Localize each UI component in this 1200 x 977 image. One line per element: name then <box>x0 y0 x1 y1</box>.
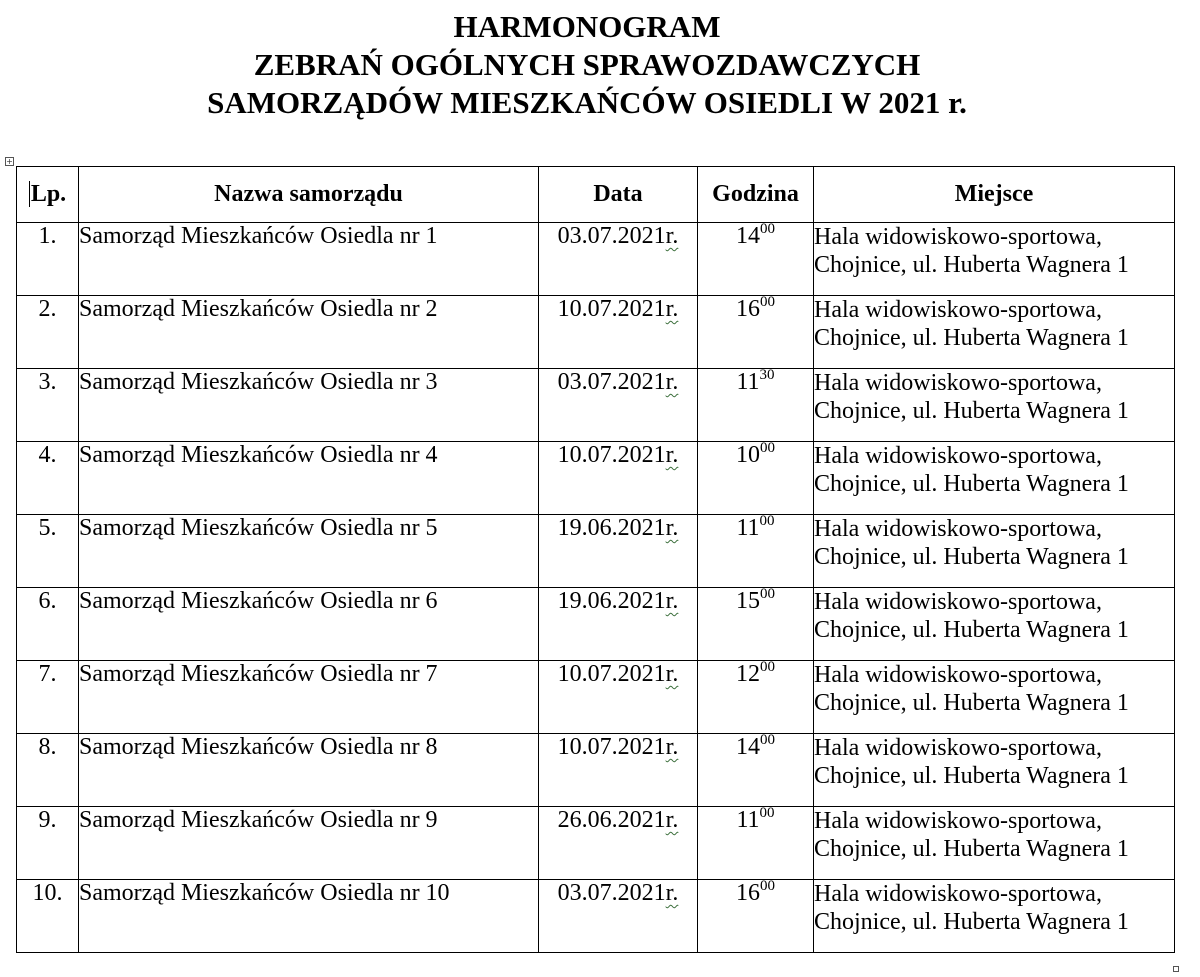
date-value: 03.07.2021 <box>557 223 666 249</box>
place-line-1: Hala widowiskowo-sportowa, <box>814 370 1102 396</box>
cell-date <box>539 807 698 880</box>
place-line-1: Hala widowiskowo-sportowa, <box>814 297 1102 323</box>
date-suffix: r. <box>665 296 679 322</box>
date-value: 03.07.2021 <box>557 880 666 906</box>
table-row <box>17 296 1175 369</box>
cell-hour <box>698 442 814 515</box>
date-suffix: r. <box>665 588 679 614</box>
date-suffix: r. <box>665 442 679 468</box>
table-row <box>17 734 1175 807</box>
place-line-1: Hala widowiskowo-sportowa, <box>814 735 1102 761</box>
cell-lp: 9. <box>17 807 79 880</box>
place-line-1: Hala widowiskowo-sportowa, <box>814 589 1102 615</box>
place-line-1: Hala widowiskowo-sportowa, <box>814 662 1102 688</box>
cell-date <box>539 223 698 296</box>
place-line-2: Chojnice, ul. Huberta Wagnera 1 <box>814 252 1129 278</box>
cell-name: Samorząd Mieszkańców Osiedla nr 6 <box>79 588 539 661</box>
cell-date <box>539 661 698 734</box>
cell-end-marker-icon <box>1173 966 1179 972</box>
header-date: Data <box>539 167 698 223</box>
cell-name: Samorząd Mieszkańców Osiedla nr 9 <box>79 807 539 880</box>
minutes-value: 00 <box>760 732 775 748</box>
cell-hour <box>698 369 814 442</box>
header-lp-text: Lp. <box>30 181 67 207</box>
cell-lp: 6. <box>17 588 79 661</box>
minutes-value: 00 <box>760 221 775 237</box>
table-body <box>17 223 1175 953</box>
document-title <box>0 8 1174 122</box>
cell-hour <box>698 734 814 807</box>
date-suffix: r. <box>665 880 679 906</box>
place-line-2: Chojnice, ul. Huberta Wagnera 1 <box>814 471 1129 497</box>
cell-date <box>539 442 698 515</box>
place-line-2: Chojnice, ul. Huberta Wagnera 1 <box>814 836 1129 862</box>
place-line-2: Chojnice, ul. Huberta Wagnera 1 <box>814 325 1129 351</box>
cell-name: Samorząd Mieszkańców Osiedla nr 1 <box>79 223 539 296</box>
place-line-1: Hala widowiskowo-sportowa, <box>814 808 1102 834</box>
hour-value: 16 <box>736 296 760 322</box>
hour-value: 16 <box>736 880 760 906</box>
table-row <box>17 442 1175 515</box>
place-line-1: Hala widowiskowo-sportowa, <box>814 881 1102 907</box>
cell-name: Samorząd Mieszkańców Osiedla nr 2 <box>79 296 539 369</box>
hour-value: 11 <box>736 369 760 395</box>
hour-value: 14 <box>736 734 760 760</box>
minutes-value: 00 <box>760 878 775 894</box>
cell-lp: 4. <box>17 442 79 515</box>
hour-value: 15 <box>736 588 760 614</box>
cell-hour <box>698 807 814 880</box>
cell-name: Samorząd Mieszkańców Osiedla nr 4 <box>79 442 539 515</box>
table-row <box>17 807 1175 880</box>
place-line-1: Hala widowiskowo-sportowa, <box>814 224 1102 250</box>
cell-place <box>814 515 1175 588</box>
cell-name: Samorząd Mieszkańców Osiedla nr 5 <box>79 515 539 588</box>
title-line-1: HARMONOGRAM <box>453 9 721 44</box>
cell-hour <box>698 296 814 369</box>
cell-date <box>539 588 698 661</box>
cell-name: Samorząd Mieszkańców Osiedla nr 3 <box>79 369 539 442</box>
schedule-table <box>16 166 1175 953</box>
hour-value: 11 <box>736 515 760 541</box>
cell-lp: 3. <box>17 369 79 442</box>
date-value: 10.07.2021 <box>557 734 666 760</box>
minutes-value: 00 <box>759 513 775 529</box>
title-line-3: SAMORZĄDÓW MIESZKAŃCÓW OSIEDLI W 2021 r. <box>207 85 967 120</box>
table-header-row <box>17 167 1175 223</box>
cell-lp: 1. <box>17 223 79 296</box>
date-value: 19.06.2021 <box>557 588 666 614</box>
table-row <box>17 661 1175 734</box>
minutes-value: 00 <box>760 440 775 456</box>
cell-date <box>539 880 698 953</box>
cell-place <box>814 223 1175 296</box>
header-hour: Godzina <box>698 167 814 223</box>
cell-hour <box>698 880 814 953</box>
move-handle-icon[interactable]: + <box>6 157 13 166</box>
place-line-2: Chojnice, ul. Huberta Wagnera 1 <box>814 617 1129 643</box>
cell-hour <box>698 588 814 661</box>
place-line-2: Chojnice, ul. Huberta Wagnera 1 <box>814 398 1129 424</box>
place-line-2: Chojnice, ul. Huberta Wagnera 1 <box>814 763 1129 789</box>
cell-hour <box>698 515 814 588</box>
cell-lp: 7. <box>17 661 79 734</box>
minutes-value: 00 <box>759 805 775 821</box>
date-suffix: r. <box>665 807 679 833</box>
cell-name: Samorząd Mieszkańców Osiedla nr 10 <box>79 880 539 953</box>
table-row <box>17 369 1175 442</box>
hour-value: 14 <box>736 223 760 249</box>
cell-date <box>539 515 698 588</box>
cell-name: Samorząd Mieszkańców Osiedla nr 7 <box>79 661 539 734</box>
cell-place <box>814 442 1175 515</box>
cell-lp: 5. <box>17 515 79 588</box>
title-line-2: ZEBRAŃ OGÓLNYCH SPRAWOZDAWCZYCH <box>253 47 921 82</box>
cell-place <box>814 734 1175 807</box>
hour-value: 12 <box>736 661 760 687</box>
minutes-value: 00 <box>760 659 775 675</box>
date-value: 10.07.2021 <box>557 296 666 322</box>
date-suffix: r. <box>665 515 679 541</box>
date-suffix: r. <box>665 734 679 760</box>
table-row <box>17 588 1175 661</box>
date-value: 03.07.2021 <box>557 369 666 395</box>
cell-date <box>539 734 698 807</box>
hour-value: 11 <box>736 807 760 833</box>
cell-place <box>814 369 1175 442</box>
header-place: Miejsce <box>814 167 1175 223</box>
date-suffix: r. <box>665 369 679 395</box>
cell-lp: 2. <box>17 296 79 369</box>
cell-place <box>814 588 1175 661</box>
minutes-value: 30 <box>759 367 775 383</box>
cell-lp: 10. <box>17 880 79 953</box>
place-line-1: Hala widowiskowo-sportowa, <box>814 516 1102 542</box>
cell-date <box>539 369 698 442</box>
date-value: 10.07.2021 <box>557 661 666 687</box>
place-line-1: Hala widowiskowo-sportowa, <box>814 443 1102 469</box>
date-value: 19.06.2021 <box>557 515 666 541</box>
minutes-value: 00 <box>760 294 775 310</box>
cell-place <box>814 880 1175 953</box>
header-lp <box>17 167 79 223</box>
cell-date <box>539 296 698 369</box>
date-suffix: r. <box>665 223 679 249</box>
cell-place <box>814 807 1175 880</box>
table-row <box>17 223 1175 296</box>
place-line-2: Chojnice, ul. Huberta Wagnera 1 <box>814 690 1129 716</box>
date-value: 26.06.2021 <box>557 807 666 833</box>
minutes-value: 00 <box>760 586 775 602</box>
place-line-2: Chojnice, ul. Huberta Wagnera 1 <box>814 909 1129 935</box>
place-line-2: Chojnice, ul. Huberta Wagnera 1 <box>814 544 1129 570</box>
cell-lp: 8. <box>17 734 79 807</box>
cell-hour <box>698 223 814 296</box>
date-suffix: r. <box>665 661 679 687</box>
table-row <box>17 515 1175 588</box>
cell-name: Samorząd Mieszkańców Osiedla nr 8 <box>79 734 539 807</box>
header-name: Nazwa samorządu <box>79 167 539 223</box>
table-row <box>17 880 1175 953</box>
cell-place <box>814 296 1175 369</box>
hour-value: 10 <box>736 442 760 468</box>
date-value: 10.07.2021 <box>557 442 666 468</box>
cell-hour <box>698 661 814 734</box>
cell-place <box>814 661 1175 734</box>
